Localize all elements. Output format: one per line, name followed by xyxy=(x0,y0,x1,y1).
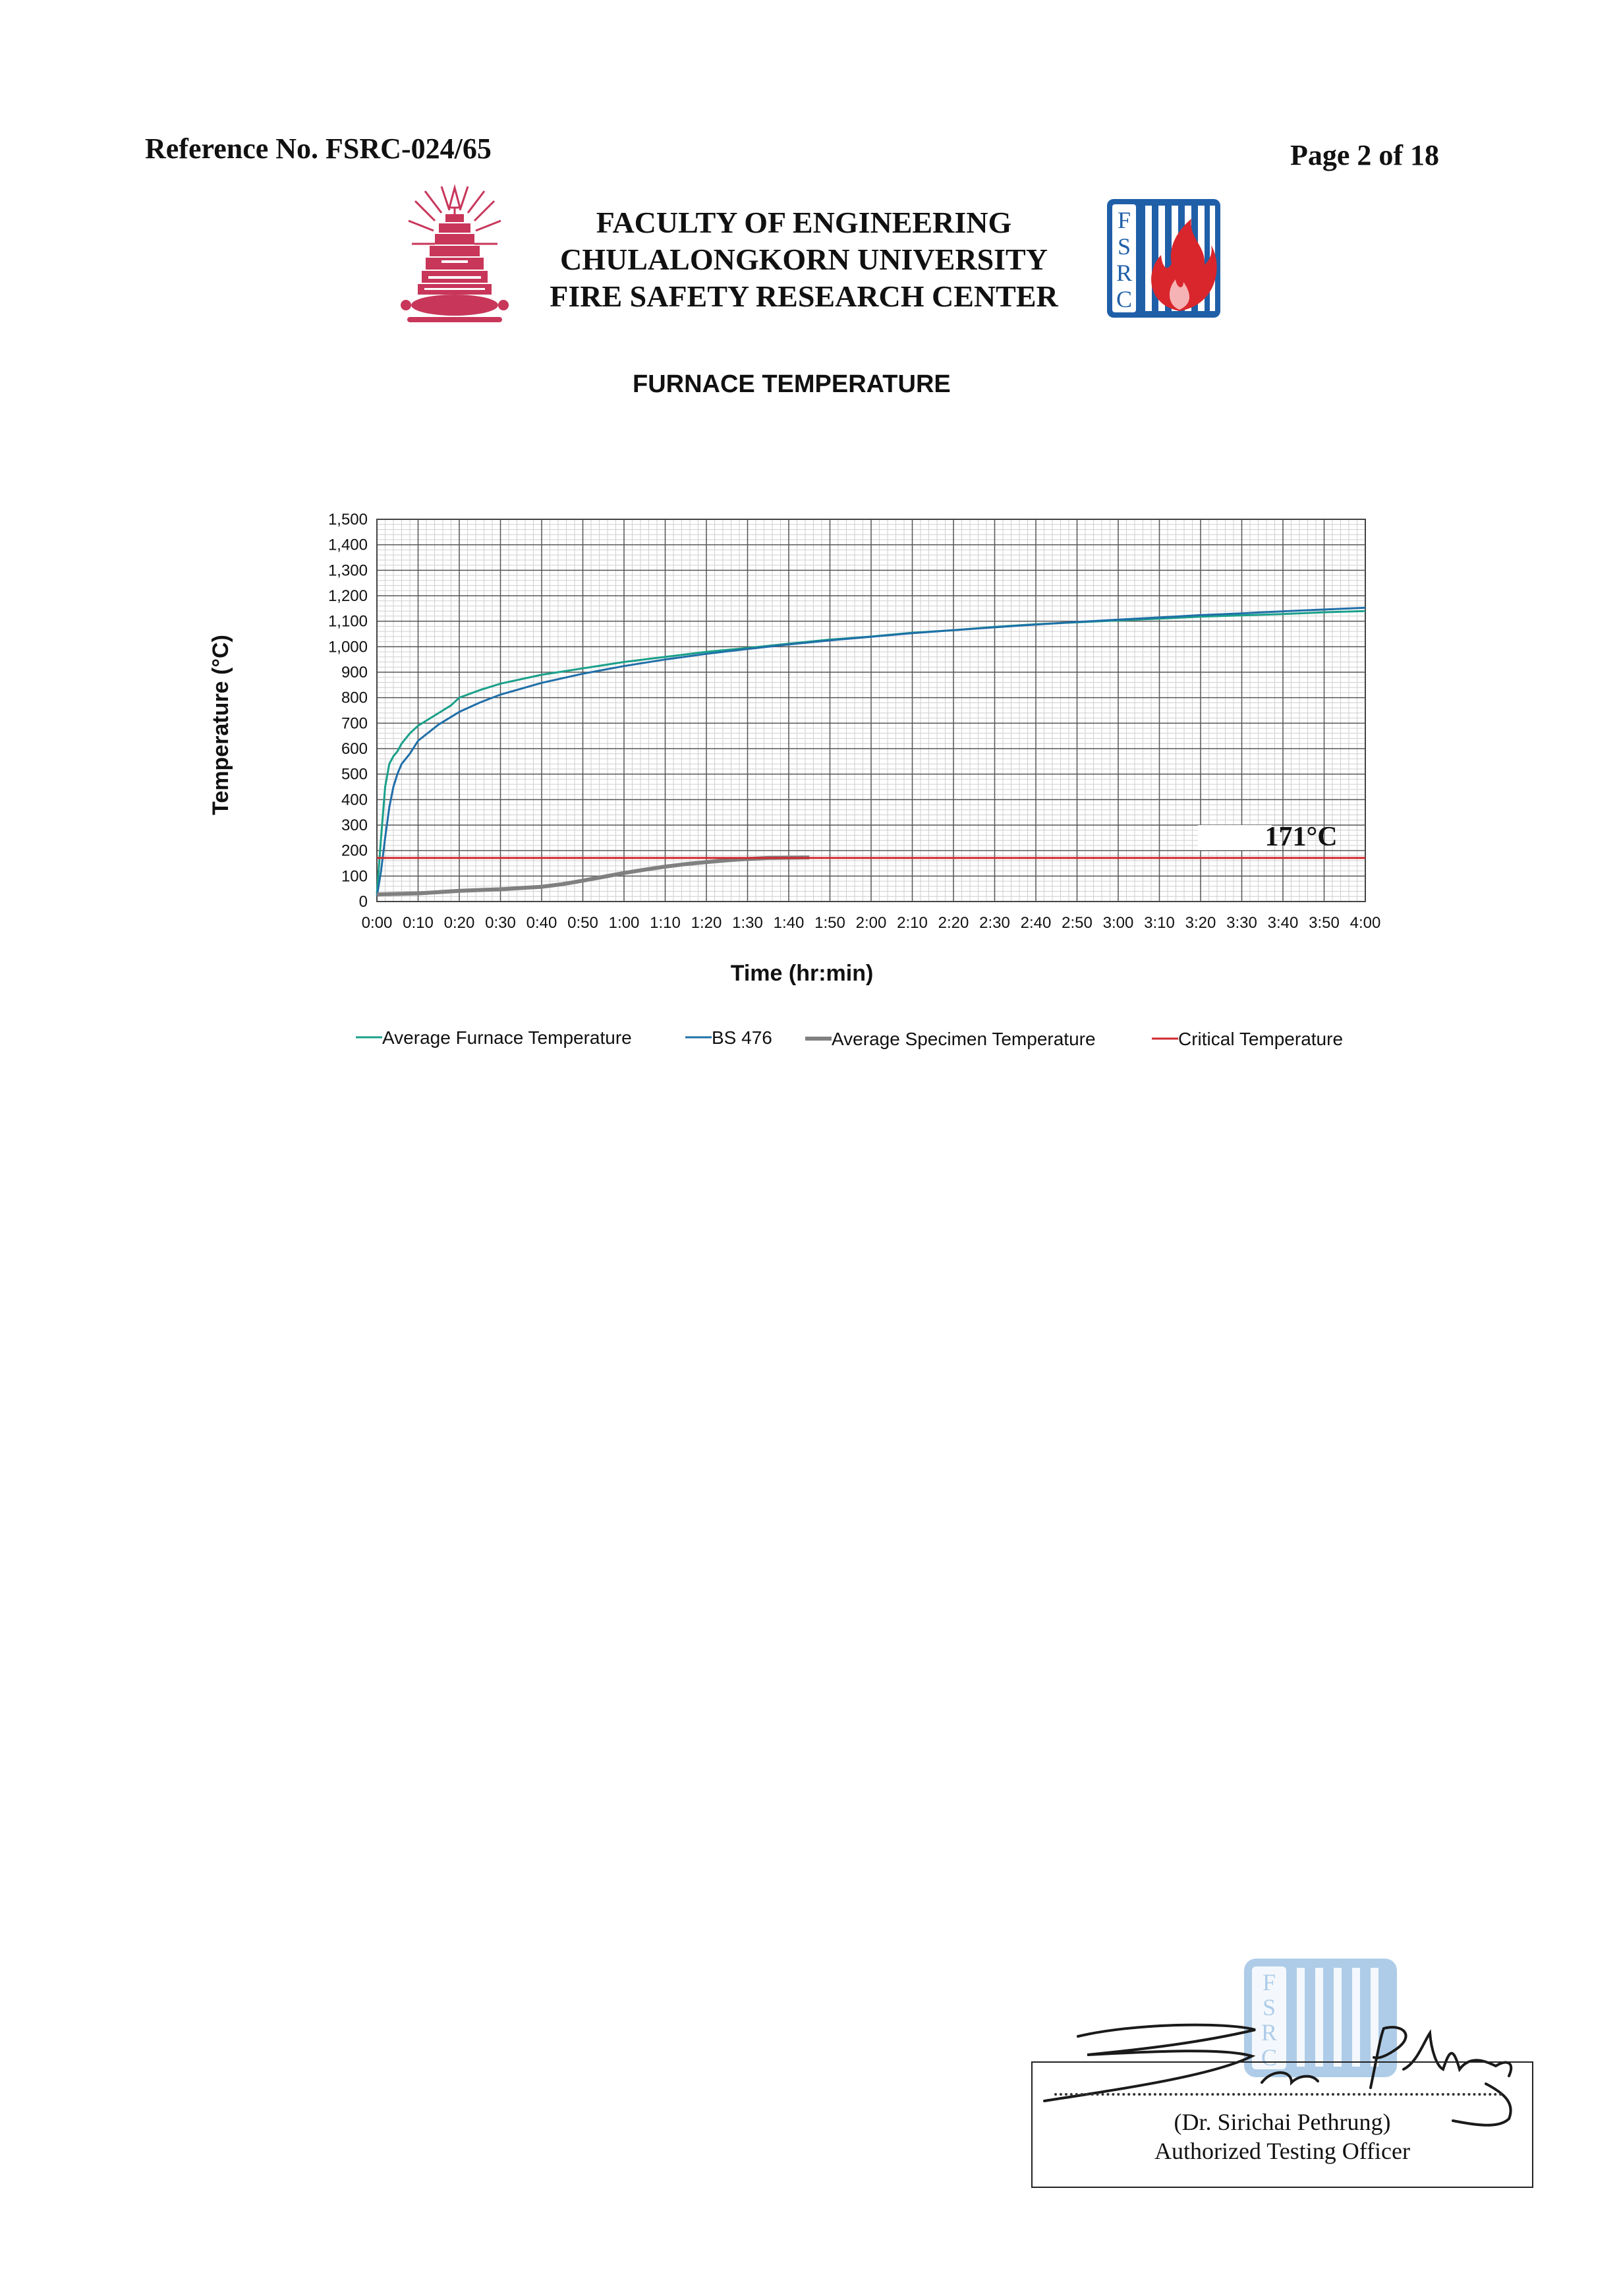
x-axis-ticks xyxy=(362,914,1381,932)
y-axis-label: Temperature (°C) xyxy=(208,635,233,815)
y-tick-label: 400 xyxy=(341,791,368,809)
x-tick-label: 1:00 xyxy=(608,914,640,932)
y-tick-label: 1,200 xyxy=(327,587,368,605)
x-tick-label: 0:20 xyxy=(443,914,475,932)
critical-temperature-annotation: 171°C xyxy=(1264,822,1338,853)
signatory-name: (Dr. Sirichai Pethrung) xyxy=(1174,2109,1391,2135)
legend-label-critical: Critical Temperature xyxy=(1178,1029,1344,1049)
x-tick-label: 1:20 xyxy=(691,914,722,932)
y-tick-label: 1,400 xyxy=(327,536,368,554)
annotation-background xyxy=(1198,825,1272,850)
y-tick-label: 500 xyxy=(341,765,368,784)
fsrc-logo-icon xyxy=(1107,199,1220,318)
stamp-letter-s: S xyxy=(1262,1994,1276,2021)
y-tick-label: 300 xyxy=(341,817,368,834)
x-tick-label: 3:30 xyxy=(1226,914,1257,932)
center-line: FIRE SAFETY RESEARCH CENTER xyxy=(550,279,1058,313)
logo-letter-f: F xyxy=(1117,207,1131,233)
logo-letter-r: R xyxy=(1116,260,1133,286)
x-tick-label: 0:30 xyxy=(485,914,516,932)
stamp-letter-r: R xyxy=(1261,2019,1278,2046)
x-tick-label: 2:20 xyxy=(938,914,969,932)
x-tick-label: 3:40 xyxy=(1267,914,1299,932)
y-tick-label: 700 xyxy=(341,714,368,733)
y-tick-label: 0 xyxy=(358,893,368,911)
y-tick-label: 100 xyxy=(341,867,368,886)
x-tick-label: 3:10 xyxy=(1144,914,1175,932)
legend-label-furnace: Average Furnace Temperature xyxy=(382,1027,632,1048)
signatory-role: Authorized Testing Officer xyxy=(1154,2138,1411,2164)
y-tick-label: 1,500 xyxy=(327,511,368,529)
x-tick-label: 2:00 xyxy=(855,914,887,932)
reference-number: Reference No. FSRC-024/65 xyxy=(145,132,492,165)
x-tick-label: 2:50 xyxy=(1062,914,1093,932)
x-tick-label: 2:30 xyxy=(979,914,1010,932)
chart-legend xyxy=(356,1027,1343,1049)
y-tick-label: 600 xyxy=(341,740,368,758)
x-tick-label: 1:50 xyxy=(814,914,845,932)
x-tick-label: 1:30 xyxy=(732,914,763,932)
x-tick-label: 3:20 xyxy=(1185,914,1216,932)
logo-letter-s: S xyxy=(1117,233,1131,260)
y-axis-ticks xyxy=(328,511,368,911)
logo-letter-c: C xyxy=(1116,286,1133,312)
university-line: CHULALONGKORN UNIVERSITY xyxy=(560,243,1048,276)
stamp-letter-c: C xyxy=(1261,2044,1278,2071)
y-tick-label: 1,100 xyxy=(327,612,368,631)
stamp-letter-f: F xyxy=(1262,1969,1276,1995)
y-tick-label: 1,000 xyxy=(327,638,368,656)
x-tick-label: 2:10 xyxy=(897,914,928,932)
x-tick-label: 3:00 xyxy=(1102,914,1134,932)
x-tick-label: 0:40 xyxy=(526,914,557,932)
x-tick-label: 2:40 xyxy=(1020,914,1052,932)
y-tick-label: 1,300 xyxy=(327,561,368,580)
y-tick-label: 900 xyxy=(341,664,368,681)
signatory-block xyxy=(1031,2108,1533,2166)
x-tick-label: 0:50 xyxy=(567,914,598,932)
x-tick-label: 4:00 xyxy=(1349,914,1381,932)
faculty-line: FACULTY OF ENGINEERING xyxy=(596,206,1012,239)
signature-line xyxy=(1054,2093,1502,2096)
x-tick-label: 3:50 xyxy=(1309,914,1340,932)
x-tick-label: 1:40 xyxy=(773,914,805,932)
legend-label-specimen: Average Specimen Temperature xyxy=(832,1029,1096,1049)
x-tick-label: 0:00 xyxy=(361,914,393,932)
x-tick-label: 1:10 xyxy=(650,914,681,932)
chulalongkorn-seal-icon xyxy=(401,187,509,322)
x-axis-label: Time (hr:min) xyxy=(730,961,874,986)
x-tick-label: 0:10 xyxy=(403,914,434,932)
fsrc-stamp-icon xyxy=(1244,1959,1397,2077)
y-tick-label: 200 xyxy=(341,842,368,860)
page-number: Page 2 of 18 xyxy=(1290,139,1440,171)
y-tick-label: 800 xyxy=(341,689,368,707)
chart-title: FURNACE TEMPERATURE xyxy=(633,370,951,398)
legend-label-bs476: BS 476 xyxy=(712,1027,772,1048)
